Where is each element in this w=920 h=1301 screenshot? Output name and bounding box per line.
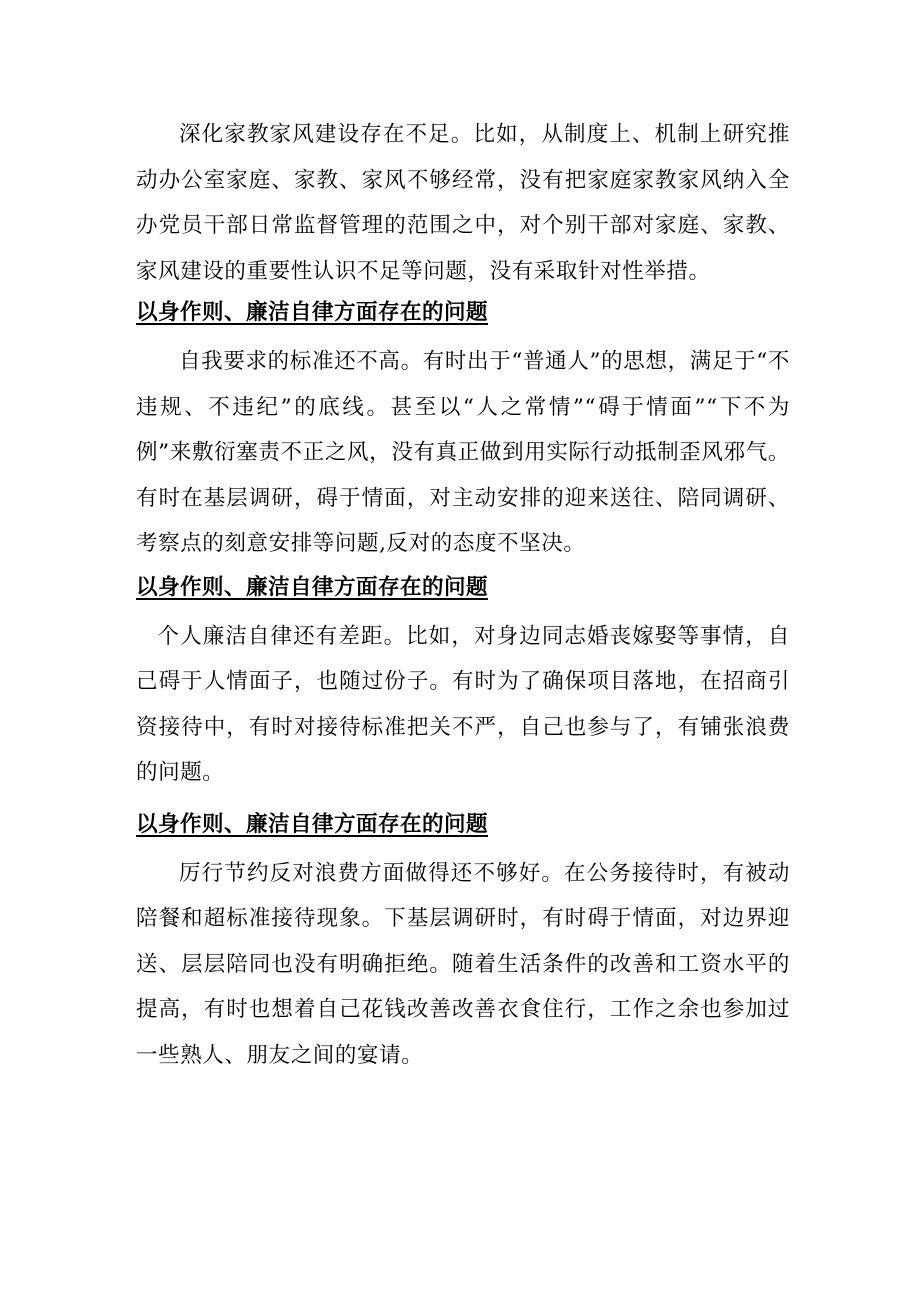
paragraph-self-requirement: 自我要求的标准还不高。有时出于“普通人”的思想，满足于“不违规、不违纪”的底线。甚至以“人之常情”“碍于情面”“下不为例”来敷衍塞责不正之风，没有真正做到用实际行动抵制歪风邪气。有时在基层调研，碍于情面，对主动安排的迎来送往、陪同调研、考察点的刻意安排等问题,反对的态度不坚决。 <box>136 349 790 556</box>
paragraph-family-style: 深化家教家风建设存在不足。比如，从制度上、机制上研究推动办公室家庭、家教、家风不够经常，没有把家庭家教家风纳入全办党员干部日常监督管理的范围之中，对个别干部对家庭、家教、家风建设的重要性认识不足等问题，没有采取针对性举措。 <box>136 122 790 284</box>
document-body <box>136 112 790 1078</box>
paragraph-personal-integrity: 个人廉洁自律还有差距。比如，对身边同志婚丧嫁娶等事情，自己碍于人情面子，也随过份子。有时为了确保项目落地，在招商引资接待中，有时对接待标准把关不严，自己也参与了，有铺张浪费的问题。 <box>136 623 790 785</box>
paragraph-frugality: 厉行节约反对浪费方面做得还不够好。在公务接待时，有被动陪餐和超标准接待现象。下基层调研时，有时碍于情面，对边界迎送、层层陪同也没有明确拒绝。随着生活条件的改善和工资水平的提高，有时也想着自己花钱改善改善衣食住行，工作之余也参加过一些熟人、朋友之间的宴请。 <box>136 860 790 1068</box>
section-heading-3: 以身作则、廉洁自律方面存在的问题 <box>136 811 489 837</box>
section-heading-2: 以身作则、廉洁自律方面存在的问题 <box>136 574 489 600</box>
section-heading-1: 以身作则、廉洁自律方面存在的问题 <box>136 300 489 325</box>
